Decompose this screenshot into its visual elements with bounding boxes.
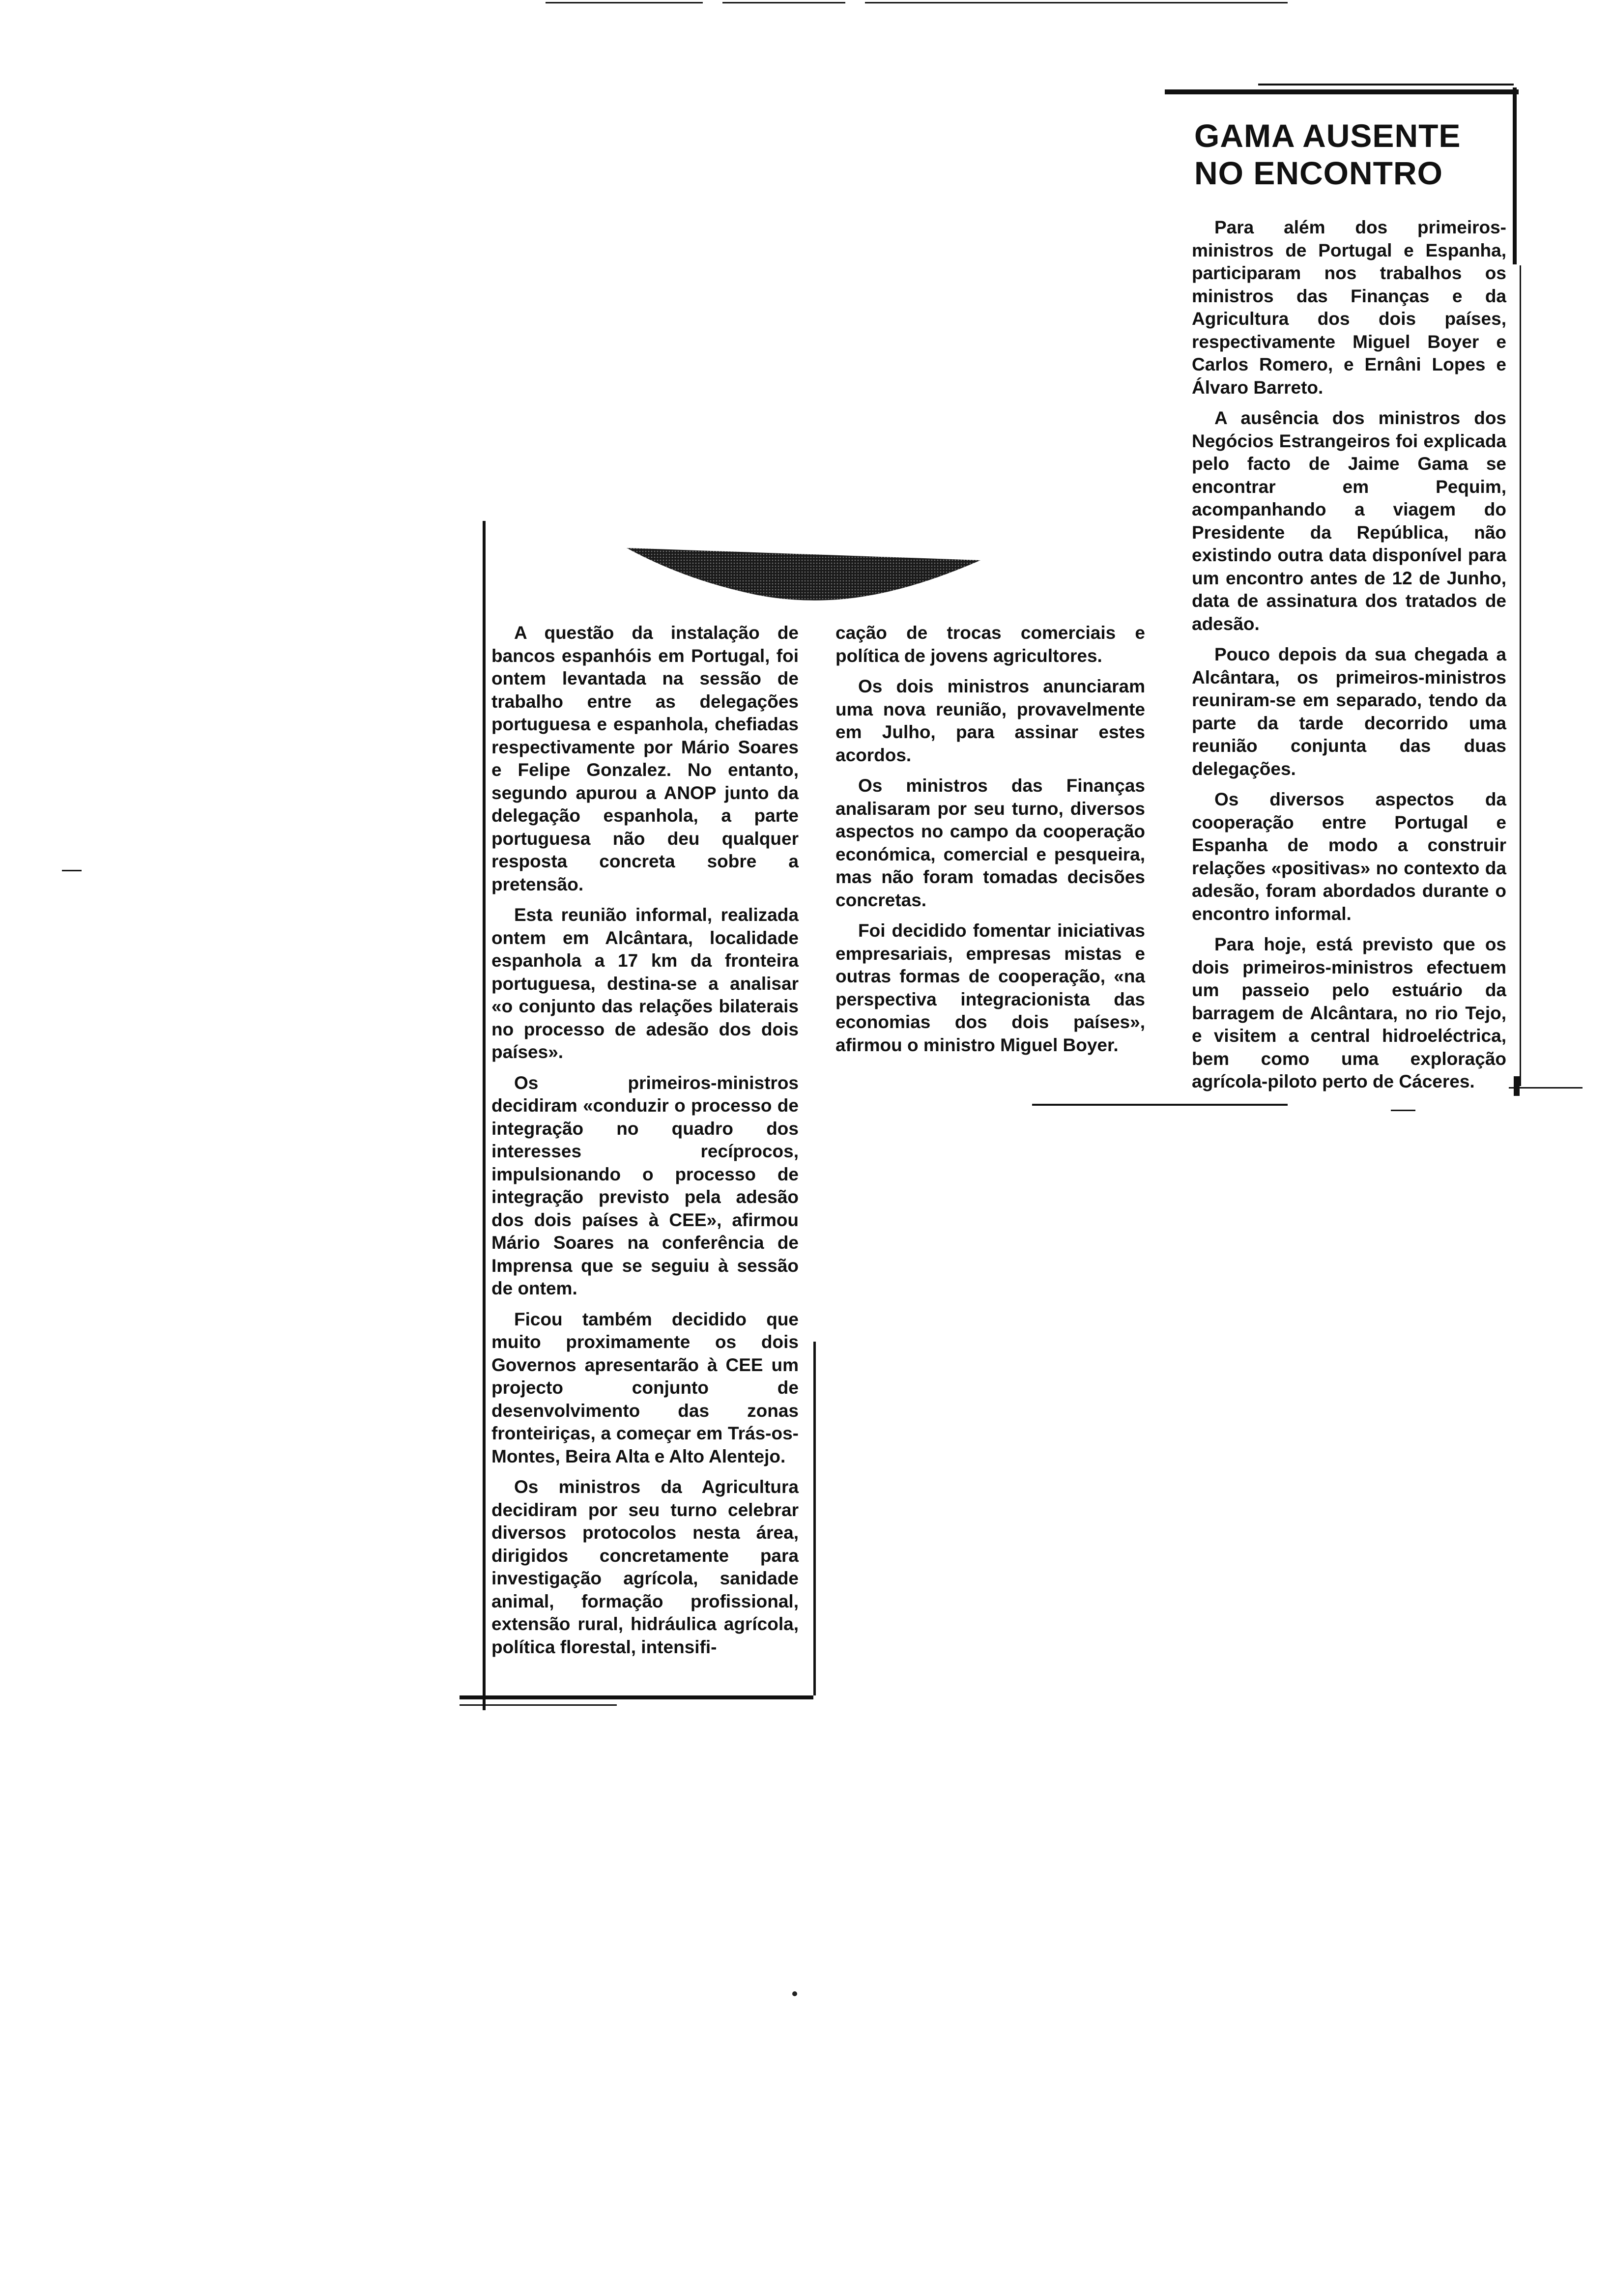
margin-mark-left (62, 870, 82, 871)
sidebar-headline (1194, 117, 1499, 192)
top-scan-rule-left (546, 2, 703, 3)
sidebar-bottom-tick (1514, 1076, 1520, 1096)
sidebar-column (1192, 216, 1506, 1101)
col2-paragraph: Foi decidido fomentar iniciativas empresariais, empresas mistas e outras formas de cooperação, «na perspectiva integracionista das economias dos dois países», afirmou o ministro Miguel Boyer. (835, 920, 1145, 1055)
article-bottom-rule (460, 1695, 813, 1699)
sidebar-paragraph: Para além dos primeiros-ministros de Portugal e Espanha, participaram nos trabalhos os ministros das Finanças e da Agricultura dos dois países, respectivamente Miguel Boyer e Carlos Romero, e Ernâni Lopes e Álvaro Barreto. (1192, 217, 1506, 398)
article-col1-right-rule (813, 1342, 816, 1695)
headline-line-2: NO ENCONTRO (1194, 155, 1443, 191)
margin-speck-bottom (792, 1991, 797, 1996)
article-column-1 (491, 622, 799, 1666)
top-scan-rule-right (865, 2, 1288, 3)
sidebar-top-rule (1165, 89, 1519, 94)
sidebar-paragraph: Pouco depois da sua chegada a Alcântara, os primeiros-ministros reuniram-se em separado, tendo da parte da tarde decorrido uma reunião conjunta das duas delegações. (1192, 644, 1506, 779)
sidebar-right-rule-thin (1520, 265, 1521, 1086)
col1-paragraph: Esta reunião informal, realizada ontem em Alcântara, localidade espanhola a 17 km da fronteira portuguesa, destina-se a analisar «o conjunto das relações bilaterais no processo de adesão dos dois países». (491, 905, 799, 1062)
sidebar-right-rule (1513, 87, 1517, 264)
col2-paragraph: Os ministros das Finanças analisaram por seu turno, diversos aspectos no campo da cooperação económica, comercial e pesqueira, mas não foram tomadas decisões concretas. (835, 775, 1145, 910)
sidebar-paragraph: Os diversos aspectos da cooperação entre Portugal e Espanha de modo a construir relações «positivas» no contexto da adesão, foram abordados durante o encontro informal. (1192, 789, 1506, 924)
col1-paragraph: Os primeiros-ministros decidiram «conduzir o processo de integração no quadro dos interesses recíprocos, impulsionando o processo de integração previsto pela adesão dos dois países à CEE», afirmou Mário Soares na conferência de Imprensa que se seguiu à sessão de ontem. (491, 1072, 799, 1298)
col1-paragraph: Os ministros da Agricultura decidiram por seu turno celebrar diversos protocolos nesta área, dirigidos concretamente para investigação agrícola, sanidade animal, formação profissional, extensão rural, hidráulica agrícola, política florestal, intensifi- (491, 1477, 799, 1657)
top-scan-rule-mid (722, 2, 845, 3)
headline-line-1: GAMA AUSENTE (1194, 117, 1461, 154)
sidebar-bottom-rule (1509, 1087, 1583, 1089)
col2-paragraph: Os dois ministros anunciaram uma nova reunião, provavelmente em Julho, para assinar estes acordos. (835, 676, 1145, 765)
col1-paragraph: A questão da instalação de bancos espanhóis em Portugal, foi ontem levantada na sessão de trabalho entre as delegações portuguesa e espanhola, chefiadas respectivamente por Mário Soares e Felipe Gonzalez. No entanto, segundo apurou a ANOP junto da delegação espanhola, a parte portuguesa não deu qualquer resposta concreta sobre a pretensão. (491, 623, 799, 894)
sidebar-paragraph: Para hoje, está previsto que os dois primeiros-ministros efectuem um passeio pelo estuário da barragem de Alcântara, no rio Tejo, e visitem a central hidroeléctrica, bem como uma exploração agrícola-piloto perto de Cáceres. (1192, 934, 1506, 1091)
photo-remnant-wedge (627, 538, 980, 602)
sidebar-paragraph: A ausência dos ministros dos Negócios Estrangeiros foi explicada pelo facto de Jaime Gama se encontrar em Pequim, acompanhando a viagem do Presidente da República, não existindo outra data disponível para um encontro antes de 12 de Junho, data de assinatura dos tratados de adesão. (1192, 408, 1506, 634)
article-column-2 (835, 622, 1145, 1064)
sidebar-bottom-dash (1391, 1110, 1415, 1111)
col2-paragraph: cação de trocas comerciais e política de jovens agricultores. (835, 623, 1145, 666)
article-bottom-rule-thin (460, 1704, 617, 1706)
col1-paragraph: Ficou também decidido que muito proximamente os dois Governos apresentarão à CEE um projecto conjunto de desenvolvimento das zonas fronteiriças, a começar em Trás-os-Montes, Beira Alta e Alto Alentejo. (491, 1309, 799, 1466)
article-left-rule (483, 521, 486, 1710)
sidebar-top-rule-thin (1258, 84, 1514, 86)
column-bottom-rule (1032, 1104, 1288, 1106)
